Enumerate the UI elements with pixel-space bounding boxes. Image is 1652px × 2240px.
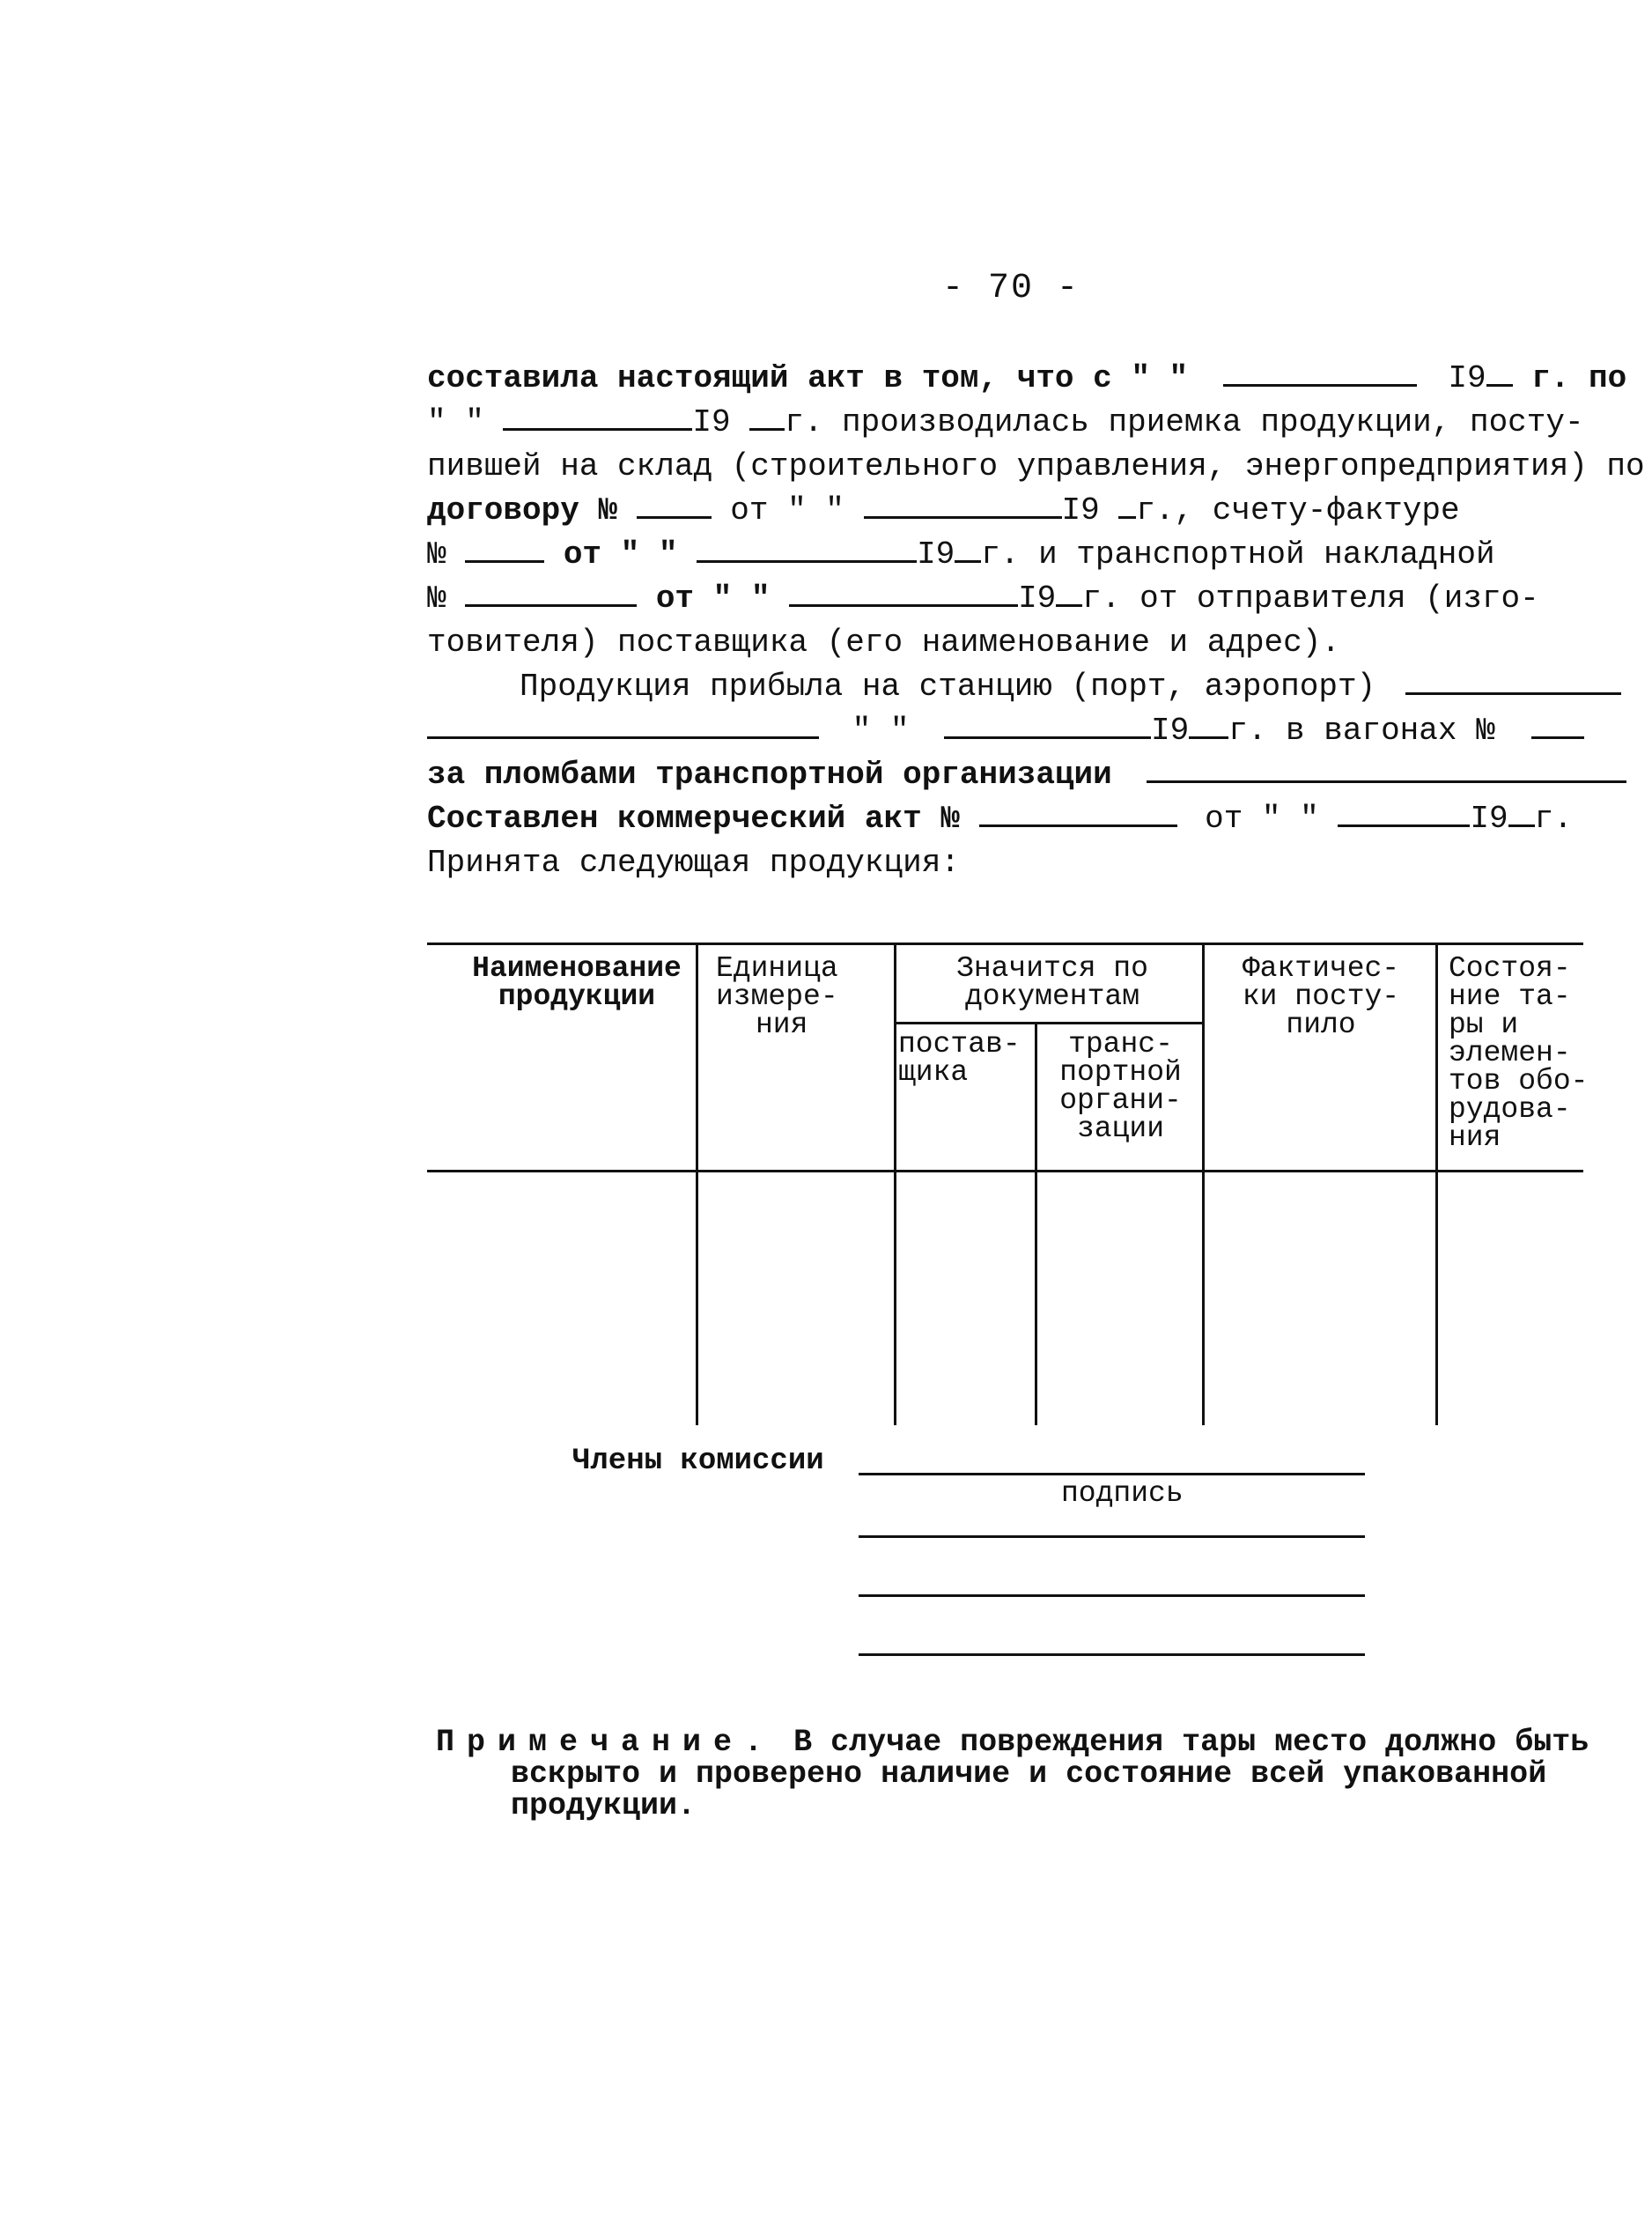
signature-line[interactable] (859, 1535, 1365, 1538)
header-text: Состоя- (1449, 952, 1571, 985)
column-divider (696, 943, 698, 1425)
commission-members-label: Члены комиссии (572, 1445, 824, 1478)
header-text: ние та- (1449, 980, 1571, 1013)
signature-line[interactable] (859, 1653, 1365, 1656)
text-span: от " " (730, 492, 844, 529)
signature-line[interactable] (859, 1473, 1365, 1475)
commercial-act-number-blank[interactable] (979, 798, 1177, 827)
text-line (427, 665, 1589, 709)
text-span: " " (427, 404, 484, 440)
header-text: Единица (716, 952, 838, 985)
text-span: № (427, 536, 446, 573)
note-line: вскрыто и проверено наличие и состояние всей упакованной (511, 1756, 1547, 1792)
note-line: продукции. (511, 1788, 697, 1823)
text-line (427, 357, 1627, 401)
header-container-condition (1449, 952, 1589, 1154)
text-span: г. в вагонах № (1228, 713, 1495, 749)
note-line (436, 1726, 1607, 1758)
year-prefix: I9 (1018, 580, 1057, 617)
waybill-number-blank[interactable] (465, 578, 637, 607)
act-paragraph (427, 357, 1645, 885)
text-span: г. производилась приемка продукции, посту- (785, 404, 1584, 440)
text-span: договору № (427, 492, 618, 529)
contract-number-blank[interactable] (637, 490, 712, 519)
footnote (436, 1726, 1607, 1822)
column-divider (894, 943, 896, 1425)
header-text: щика (898, 1056, 969, 1089)
text-line (427, 709, 1589, 753)
text-line (427, 797, 1589, 841)
header-text: ния (756, 1009, 808, 1041)
products-table (427, 943, 1589, 1425)
header-text: транс- (1068, 1028, 1173, 1061)
year-prefix: I9 (917, 536, 955, 573)
date-blank[interactable] (1223, 358, 1417, 387)
header-supplier (898, 1028, 1035, 1089)
text-line (427, 841, 1589, 885)
note-text: В случае повреждения тары место должно быть (793, 1725, 1589, 1760)
header-actually-received (1206, 952, 1435, 1041)
text-span: Принята следующая продукция: (427, 845, 960, 881)
date-blank[interactable] (697, 534, 917, 563)
column-divider (1202, 943, 1205, 1425)
column-divider (1435, 943, 1438, 1425)
text-span: г. от отправителя (изго- (1082, 580, 1539, 617)
header-transport-org (1039, 1028, 1202, 1145)
text-span: г. (1534, 801, 1573, 837)
date-blank[interactable] (864, 490, 1062, 519)
year-blank[interactable] (1486, 358, 1513, 387)
table-top-rule (427, 943, 1583, 945)
group-header-rule (894, 1022, 1204, 1024)
text-line (427, 753, 1589, 797)
year-prefix: I9 (1151, 713, 1190, 749)
header-text: Значится по (956, 952, 1148, 985)
text-span: составила настоящий акт в том, что с " " (427, 360, 1189, 396)
header-text: постав- (898, 1028, 1021, 1061)
date-blank[interactable] (789, 578, 1018, 607)
header-text: ры и (1449, 1009, 1519, 1041)
header-text: ния (1449, 1121, 1501, 1154)
note-lead: Примечание. (436, 1725, 776, 1760)
header-text: тов обо- (1449, 1065, 1589, 1098)
text-line (427, 401, 1589, 445)
text-span: за пломбами транспортной организации (427, 757, 1112, 793)
header-text: портной (1059, 1056, 1182, 1089)
year-prefix: I9 (692, 404, 731, 440)
year-blank[interactable] (1189, 710, 1228, 739)
text-span: Составлен коммерческий акт № (427, 801, 960, 837)
text-span: Продукция прибыла на станцию (порт, аэропорт) (520, 669, 1376, 705)
date-blank[interactable] (1338, 798, 1470, 827)
signature-line[interactable] (859, 1594, 1365, 1597)
text-line (427, 533, 1589, 577)
year-blank[interactable] (1056, 578, 1082, 607)
station-blank-continued[interactable] (427, 710, 819, 739)
text-line (427, 577, 1589, 621)
year-blank[interactable] (1508, 798, 1535, 827)
signature-caption: подпись (1061, 1477, 1184, 1510)
year-prefix: I9 (1470, 801, 1508, 837)
text-span: № (427, 580, 446, 617)
year-blank[interactable] (749, 402, 785, 431)
table-header-rule (427, 1170, 1583, 1172)
seals-blank[interactable] (1147, 754, 1626, 783)
header-text: зации (1076, 1113, 1165, 1145)
text-span: г., счету-фактуре (1136, 492, 1460, 529)
text-span: пившей на склад (строительного управления, энергопредприятия) по (427, 448, 1645, 484)
header-text: органи- (1059, 1084, 1182, 1117)
text-line (427, 489, 1589, 533)
header-text: рудова- (1449, 1093, 1571, 1126)
text-span: " " (852, 713, 910, 749)
header-text: Фактичес- (1242, 952, 1400, 985)
year-blank[interactable] (1118, 490, 1136, 519)
text-span: от " " (1205, 801, 1319, 837)
header-text: документам (964, 980, 1140, 1013)
text-span: от " " (655, 580, 771, 617)
header-unit (716, 952, 892, 1041)
text-span: от " " (563, 536, 678, 573)
text-span: г. по (1531, 360, 1627, 396)
page-number: - 70 - (942, 269, 1080, 308)
header-text: измере- (716, 980, 838, 1013)
text-line (427, 621, 1589, 665)
text-line (427, 445, 1645, 489)
header-text: элемен- (1449, 1037, 1571, 1069)
year-blank[interactable] (955, 534, 981, 563)
header-text: пило (1286, 1009, 1356, 1041)
station-blank[interactable] (1405, 666, 1621, 695)
date-blank[interactable] (503, 402, 692, 431)
column-divider (1035, 1022, 1037, 1425)
header-text: ки посту- (1242, 980, 1400, 1013)
wagon-number-blank[interactable] (1531, 710, 1584, 739)
header-text: Наименование (472, 952, 682, 985)
year-prefix: I9 (1061, 492, 1100, 529)
invoice-number-blank[interactable] (465, 534, 544, 563)
text-span: г. и транспортной накладной (981, 536, 1495, 573)
header-text: продукции (498, 980, 656, 1013)
year-prefix: I9 (1448, 360, 1486, 396)
text-span: товителя) поставщика (его наименование и адрес). (427, 625, 1340, 661)
date-blank[interactable] (944, 710, 1151, 739)
header-per-documents (898, 952, 1206, 1013)
header-product-name (458, 952, 696, 1013)
